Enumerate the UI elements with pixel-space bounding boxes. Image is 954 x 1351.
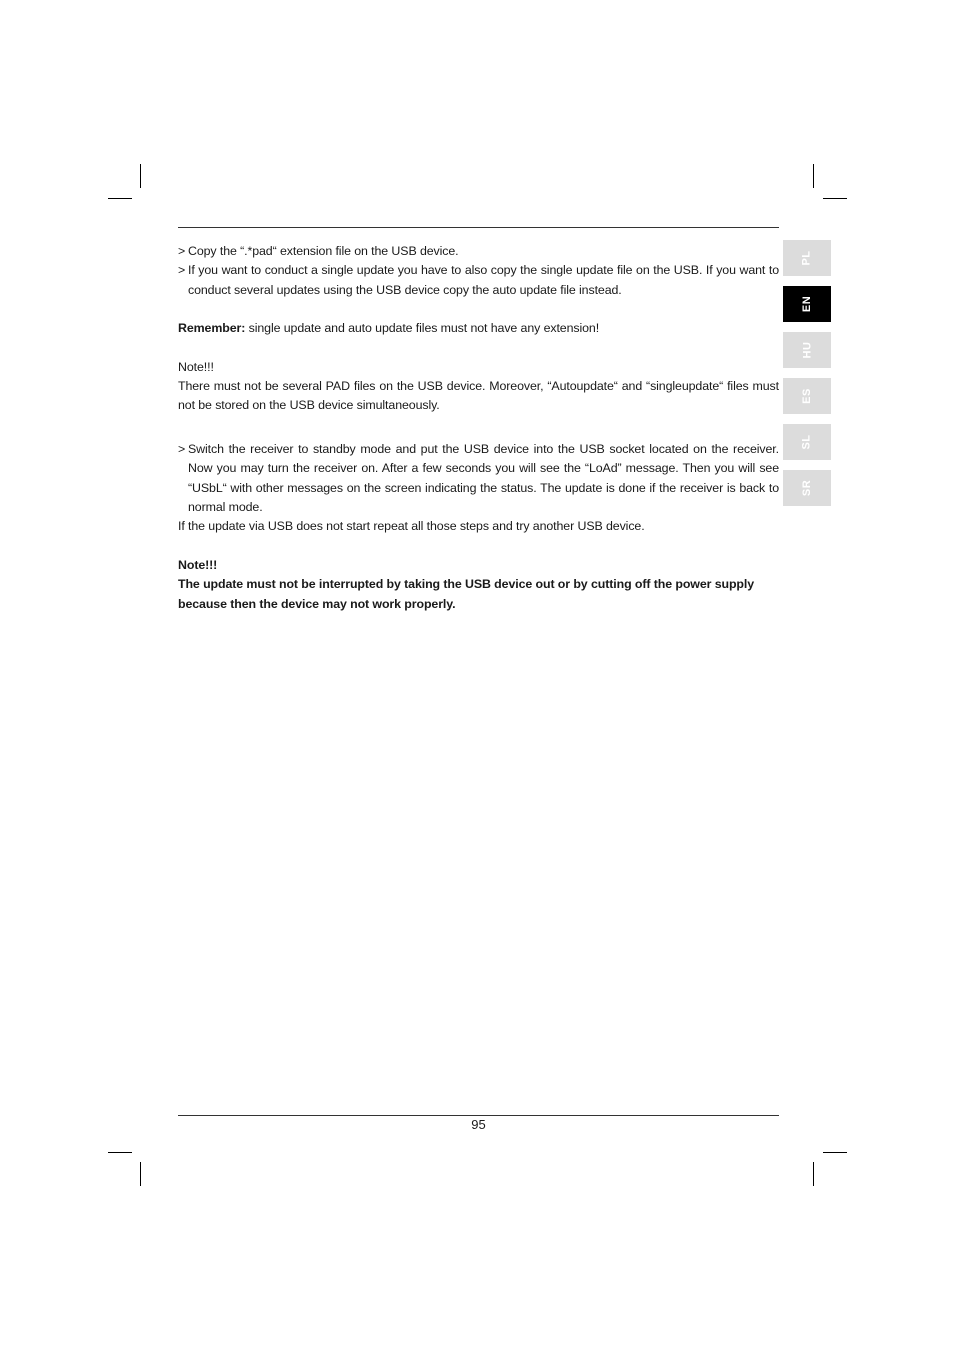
bullet-marker: > (178, 441, 186, 456)
tab-label: PL (801, 250, 813, 266)
crop-mark (108, 1152, 132, 1153)
crop-mark (823, 198, 847, 199)
tab-pl[interactable] (783, 240, 831, 276)
note-text: There must not be several PAD files on the USB device. Moreover, “Autoupdate“ and “singleupdate“ files must not be stored on the USB device simultaneously. (178, 379, 779, 413)
warning-text: The update must not be interrupted by taking the USB device out or by cutting off the power supply because then the device may not work properly. (178, 577, 755, 611)
bullet-marker: > (178, 244, 186, 258)
bullet-marker: > (178, 263, 186, 278)
header-rule (178, 227, 779, 228)
remember-text: single update and auto update files must not have any extension! (245, 321, 600, 336)
list-item (178, 242, 779, 261)
tab-label: EN (801, 295, 813, 313)
warning-title: Note!!! (178, 557, 218, 572)
tab-en[interactable] (783, 286, 831, 322)
remember-paragraph (178, 319, 779, 338)
bullet-text: Copy the “.*pad“ extension file on the USB device. (188, 244, 459, 258)
remember-label: Remember: (178, 321, 246, 336)
crop-mark (108, 198, 132, 199)
crop-mark (140, 1162, 141, 1186)
tab-label: SL (801, 434, 813, 450)
crop-mark (813, 1162, 814, 1186)
tab-sr[interactable] (783, 470, 831, 506)
bullet-text: If you want to conduct a single update you have to also copy the single update file on the USB. If you want to conduct several updates using the USB device copy the auto update file instead. (188, 263, 779, 297)
tab-label: SR (801, 479, 813, 497)
tab-label: ES (801, 388, 813, 404)
bullet-text: Switch the receiver to standby mode and put the USB device into the USB socket located on the receiver. Now you may turn the receiver on. After a few seconds you will see the “LoAd” message. Then you will see “USbL“ with other messages on the screen indicating the status. The update is done if the receiver is back to normal mode. (188, 441, 779, 515)
crop-mark (813, 164, 814, 188)
crop-mark (140, 164, 141, 188)
page-content (178, 242, 779, 614)
note-title: Note!!! (178, 359, 214, 374)
list-item (178, 261, 779, 300)
page-number: 95 (471, 1117, 486, 1132)
tab-es[interactable] (783, 378, 831, 414)
fallback-text: If the update via USB does not start repeat all those steps and try another USB device. (178, 519, 645, 534)
tab-sl[interactable] (783, 424, 831, 460)
tab-label: HU (800, 341, 813, 359)
crop-mark (823, 1152, 847, 1153)
tab-hu[interactable] (783, 332, 831, 368)
footer-rule (178, 1115, 779, 1116)
list-item (178, 440, 779, 518)
